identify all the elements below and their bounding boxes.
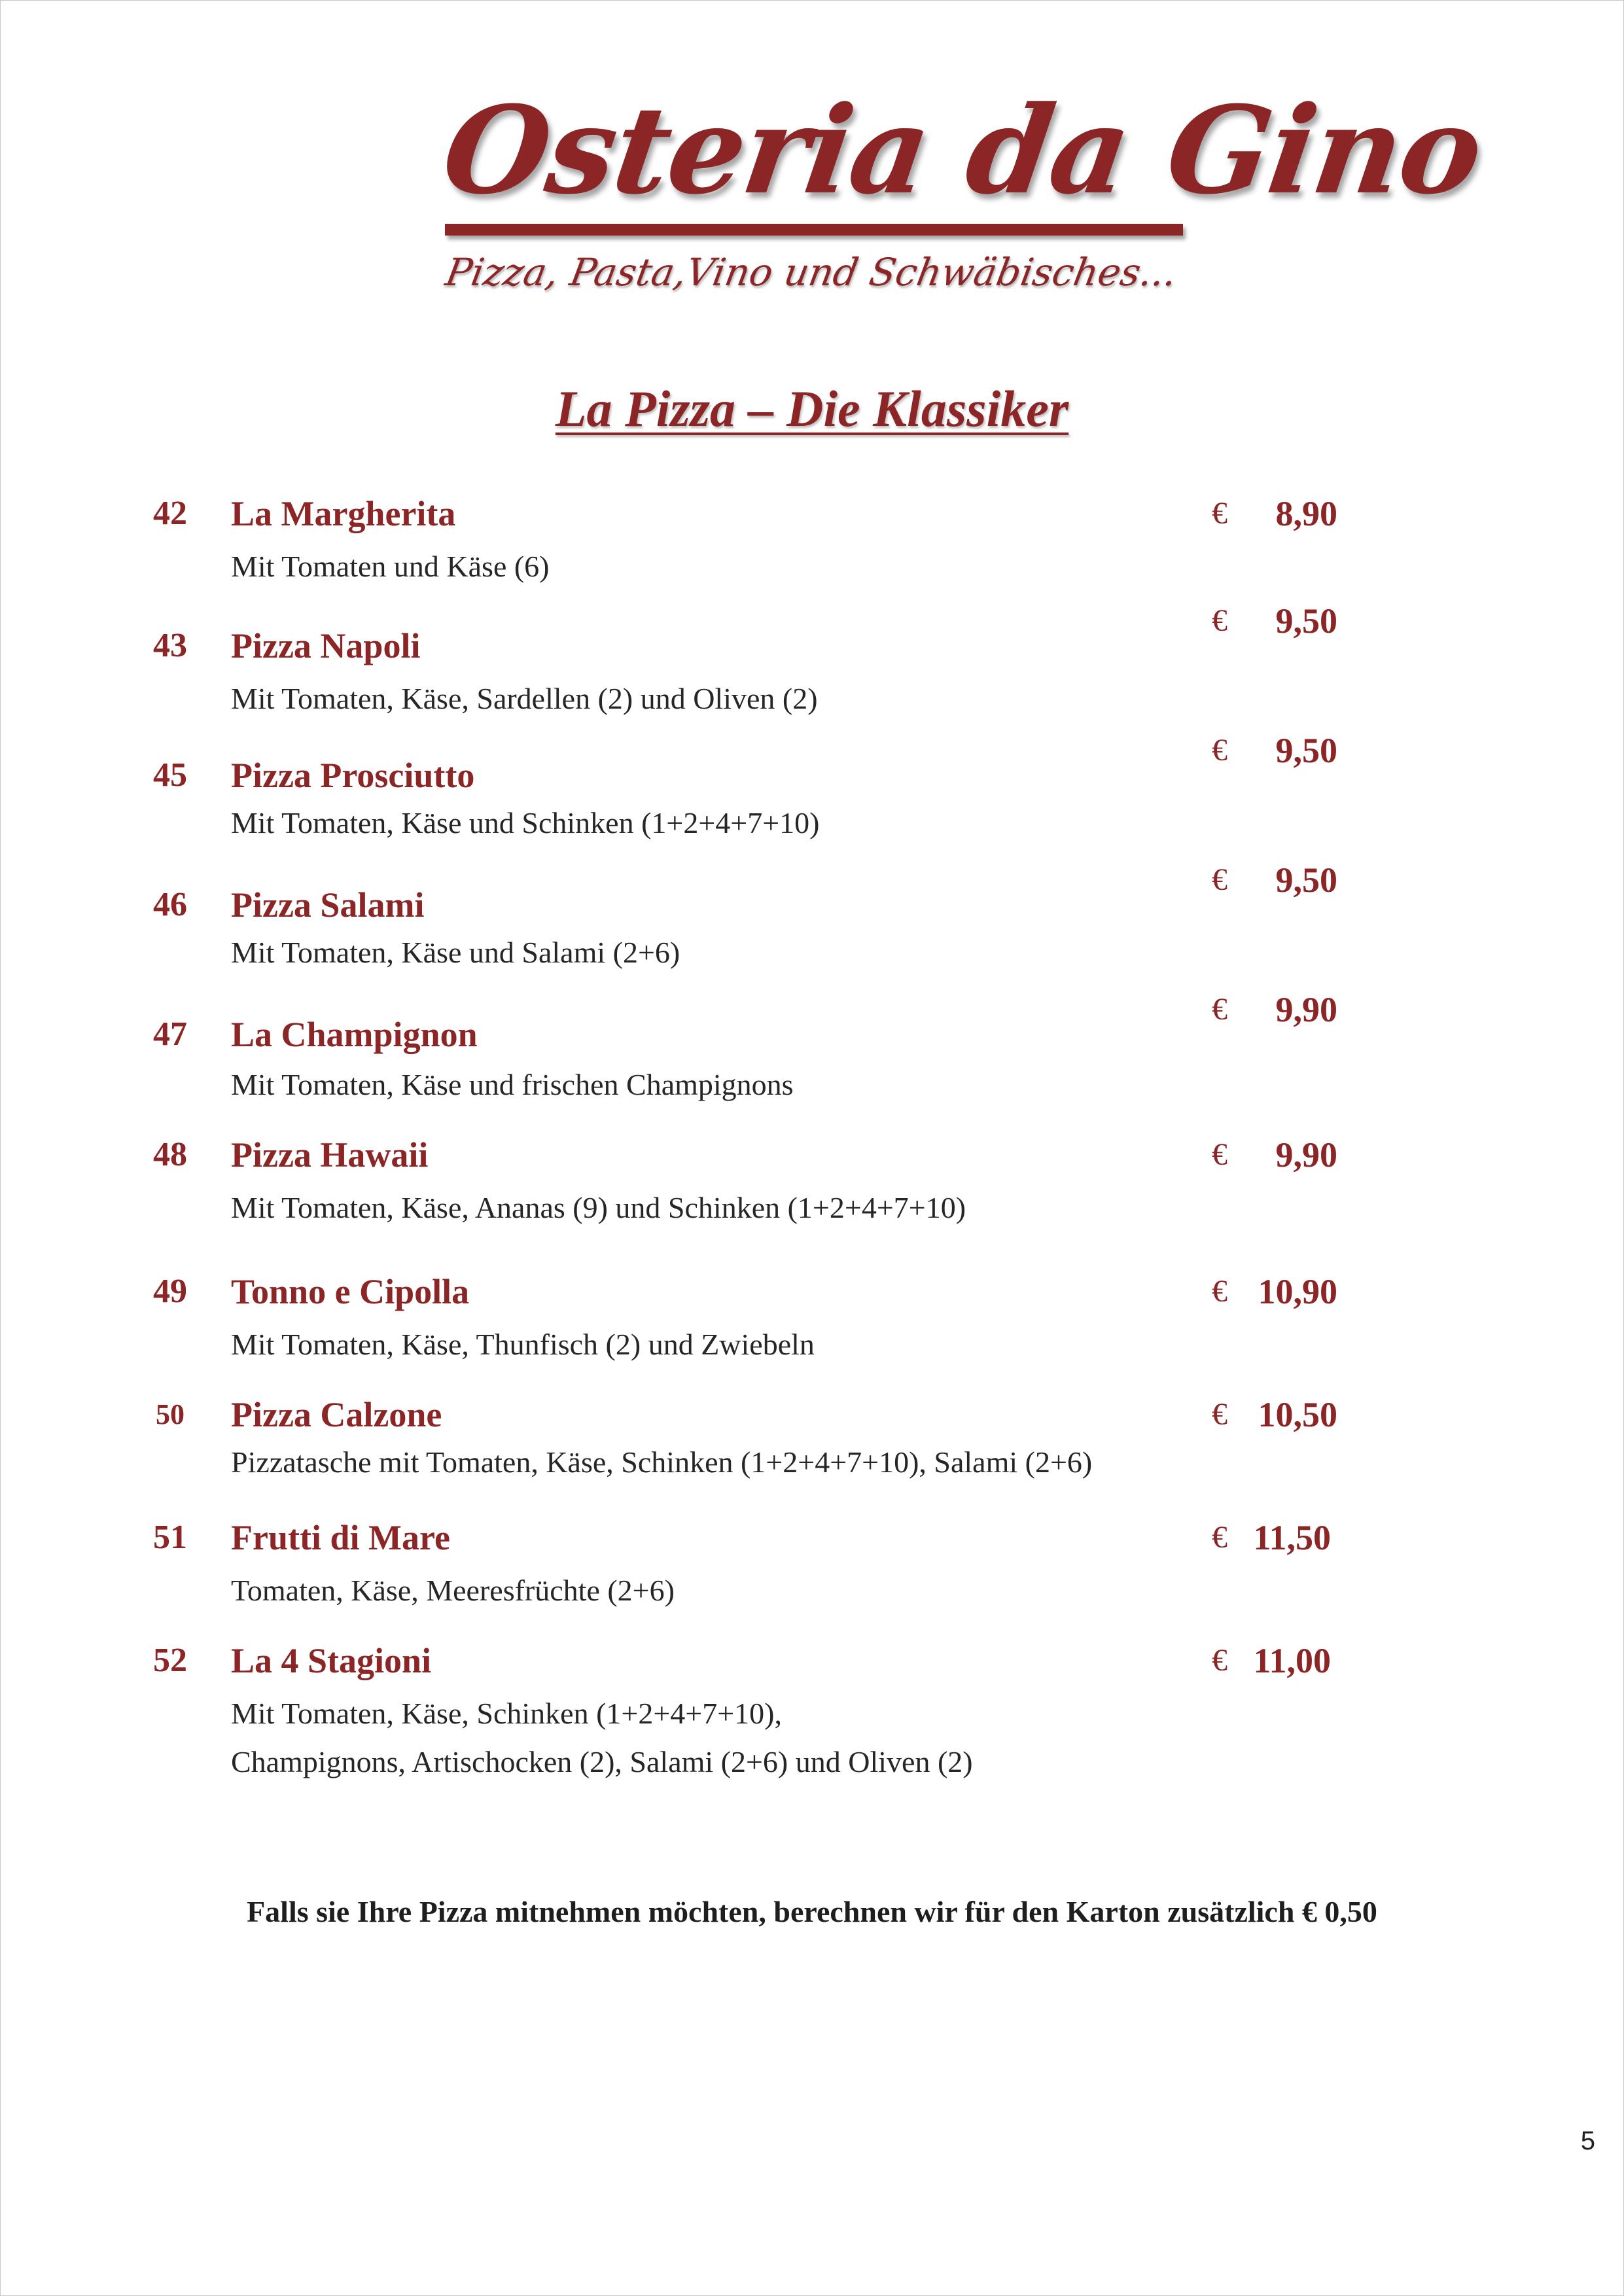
euro-sign: € xyxy=(1212,862,1227,897)
item-number: 47 xyxy=(153,1016,187,1053)
item-description: Mit Tomaten, Käse und frischen Champignons xyxy=(231,1068,794,1101)
item-number: 43 xyxy=(153,627,187,664)
price-value: 9,90 xyxy=(1275,1135,1337,1174)
item-price xyxy=(1204,860,1348,900)
item-number: 51 xyxy=(153,1519,187,1556)
euro-sign: € xyxy=(1212,1643,1227,1678)
item-number: 49 xyxy=(153,1273,187,1310)
item-number: 52 xyxy=(153,1642,187,1679)
price-value: 10,90 xyxy=(1258,1272,1337,1311)
item-name: Pizza Hawaii xyxy=(231,1135,429,1174)
item-name: Pizza Calzone xyxy=(231,1395,442,1434)
item-number: 50 xyxy=(156,1398,185,1430)
section-title: La Pizza – Die Klassiker xyxy=(555,380,1069,437)
item-description: Mit Tomaten, Käse, Ananas (9) und Schinken (1+2+4+7+10) xyxy=(231,1191,966,1224)
euro-sign: € xyxy=(1212,1274,1227,1309)
item-name: Pizza Salami xyxy=(231,885,425,925)
item-number: 48 xyxy=(153,1136,187,1173)
logo-tagline: Pizza, Pasta,Vino und Schwäbisches... xyxy=(442,250,1181,294)
item-description: Mit Tomaten, Käse, Sardellen (2) und Oliven (2) xyxy=(231,682,818,715)
item-description: Tomaten, Käse, Meeresfrüchte (2+6) xyxy=(231,1574,675,1607)
item-description: Pizzatasche mit Tomaten, Käse, Schinken (1+2+4+7+10), Salami (2+6) xyxy=(231,1445,1093,1479)
item-number: 42 xyxy=(153,495,187,532)
item-name: Pizza Prosciutto xyxy=(231,756,475,795)
item-description-line: Champignons, Artischocken (2), Salami (2+6) und Oliven (2) xyxy=(231,1745,973,1778)
takeaway-note: Falls sie Ihre Pizza mitnehmen möchten, berechnen wir für den Karton zusätzlich € 0,50 xyxy=(247,1895,1377,1928)
item-description: Mit Tomaten, Käse und Schinken (1+2+4+7+10) xyxy=(231,806,820,839)
price-value: 10,50 xyxy=(1258,1395,1337,1434)
price-value: 9,50 xyxy=(1275,731,1337,770)
item-price xyxy=(1204,1135,1348,1174)
euro-sign: € xyxy=(1212,496,1227,531)
price-value: 11,00 xyxy=(1253,1641,1331,1680)
price-value: 9,90 xyxy=(1275,990,1337,1029)
item-price xyxy=(1204,990,1348,1029)
euro-sign: € xyxy=(1212,1397,1227,1432)
price-value: 8,90 xyxy=(1275,494,1337,533)
item-price xyxy=(1204,1395,1348,1434)
price-value: 11,50 xyxy=(1253,1518,1331,1557)
price-value: 9,50 xyxy=(1275,860,1337,900)
logo-title: Osteria da Gino xyxy=(434,80,1490,221)
item-price xyxy=(1204,1272,1348,1311)
item-description: Mit Tomaten, Käse und Salami (2+6) xyxy=(231,936,680,969)
item-price xyxy=(1204,1641,1348,1680)
item-name: Frutti di Mare xyxy=(231,1518,450,1557)
item-description xyxy=(231,1689,1180,1786)
item-price xyxy=(1204,731,1348,770)
item-price xyxy=(1204,494,1348,533)
item-number: 46 xyxy=(153,886,187,923)
euro-sign: € xyxy=(1212,603,1227,638)
item-name: La 4 Stagioni xyxy=(231,1641,432,1680)
euro-sign: € xyxy=(1212,1520,1227,1555)
item-price xyxy=(1204,1518,1348,1557)
item-price xyxy=(1204,601,1348,641)
price-value: 9,50 xyxy=(1275,601,1337,641)
item-number: 45 xyxy=(153,756,187,794)
item-name: La Margherita xyxy=(231,494,456,533)
euro-sign: € xyxy=(1212,733,1227,768)
item-name: Pizza Napoli xyxy=(231,626,421,665)
page-number: 5 xyxy=(1580,2127,1595,2155)
item-name: La Champignon xyxy=(231,1015,478,1054)
item-name: Tonno e Cipolla xyxy=(231,1272,470,1311)
item-description-line: Mit Tomaten, Käse, Schinken (1+2+4+7+10), xyxy=(231,1697,782,1730)
euro-sign: € xyxy=(1212,992,1227,1027)
euro-sign: € xyxy=(1212,1137,1227,1172)
item-description: Mit Tomaten, Käse, Thunfisch (2) und Zwiebeln xyxy=(231,1328,815,1361)
item-description: Mit Tomaten und Käse (6) xyxy=(231,550,550,583)
